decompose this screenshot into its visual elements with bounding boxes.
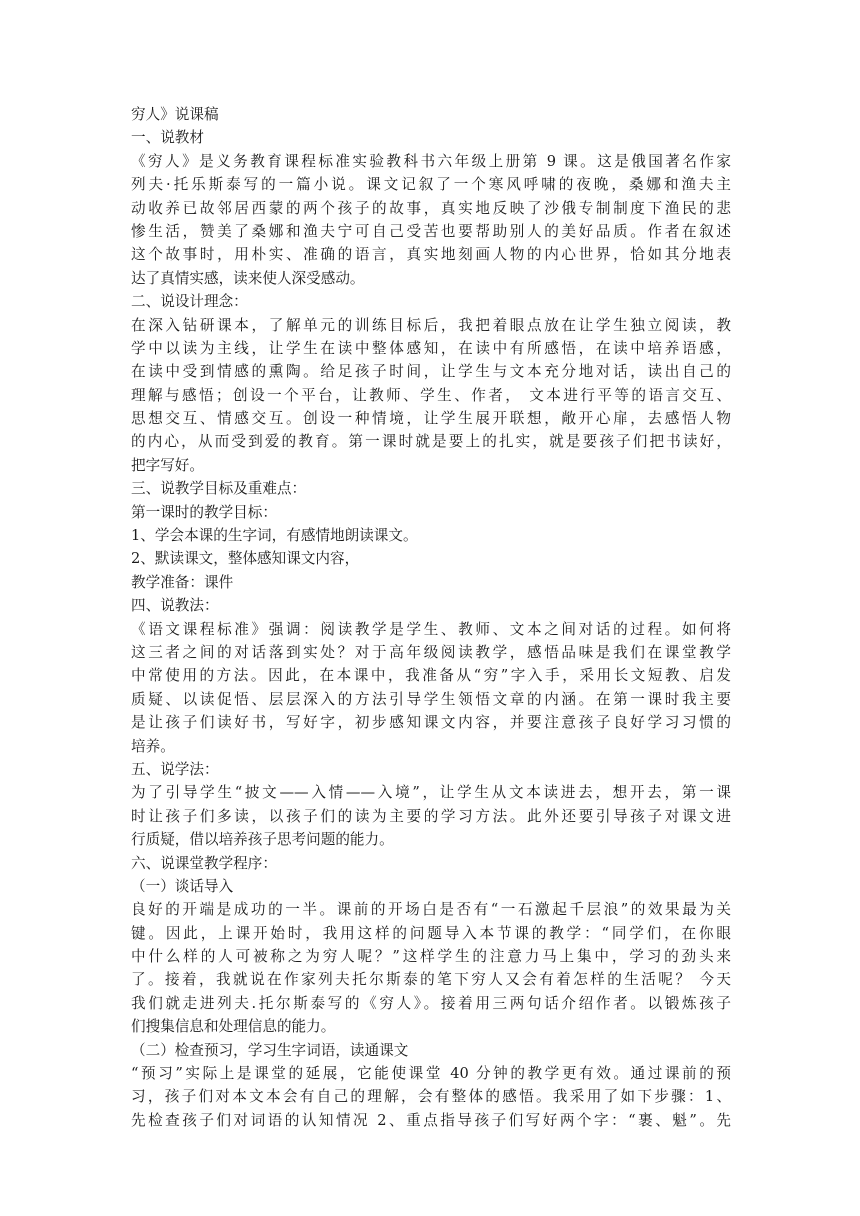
- text-line: 惨生活，赞美了桑娜和渔夫宁可自己受苦也要帮助别人的美好品质。作者在叙述: [131, 222, 731, 240]
- text-line: 五、说学法：: [131, 760, 219, 778]
- text-line: “预习”实际上是课堂的延展，它能使课堂 40 分钟的教学更有效。通过课前的预: [131, 1065, 731, 1083]
- text-line: 学中以读为主线，让学生在读中整体感知，在读中有所感悟，在读中培养语感，: [131, 339, 731, 357]
- text-line: 穷人》说课稿: [131, 106, 219, 123]
- text-line: 时让孩子们多读，以孩子们的读为主要的学习方法。此外还要引导孩子对课文进: [131, 807, 731, 825]
- text-line: 列夫·托乐斯泰写的一篇小说。课文记叙了一个寒风呼啸的夜晚，桑娜和渔夫主: [131, 176, 731, 194]
- text-line: 质疑、以读促悟、层层深入的方法引导学生领悟文章的内涵。在第一课时我主要: [131, 690, 731, 708]
- text-line: （一）谈话导入: [131, 877, 234, 895]
- text-line: 中什么样的人可被称之为穷人呢？”这样学生的注意力马上集中，学习的劲头来: [131, 948, 731, 966]
- text-line: 二、说设计理念：: [131, 293, 248, 311]
- text-line: 我们就走进列夫.托尔斯泰写的《穷人》。接着用三两句话介绍作者。以锻炼孩子: [131, 994, 731, 1012]
- text-line: 《语文课程标准》强调：阅读教学是学生、教师、文本之间对话的过程。如何将: [131, 620, 731, 638]
- text-line: 在深入钻研课本，了解单元的训练目标后，我把着眼点放在让学生独立阅读，教: [131, 316, 731, 334]
- text-line: 们搜集信息和处理信息的能力。: [131, 1018, 336, 1036]
- text-line: 达了真情实感，读来使人深受感动。: [131, 269, 365, 287]
- text-line: 动收养已故邻居西蒙的两个孩子的故事，真实地反映了沙俄专制制度下渔民的悲: [131, 199, 731, 217]
- text-line: 行质疑，借以培养孩子思考问题的能力。: [131, 831, 394, 849]
- text-line: 良好的开端是成功的一半。课前的开场白是否有“一石激起千层浪”的效果最为关: [131, 901, 731, 919]
- text-line: 先检查孩子们对词语的认知情况 2、重点指导孩子们写好两个字：“裹、魁”。先: [131, 1111, 731, 1129]
- text-line: 中常使用的方法。因此，在本课中，我准备从“穷”字入手，采用长文短教、启发: [131, 667, 731, 685]
- text-line: 为了引导学生“披文——入情——入境”，让学生从文本读进去，想开去，第一课: [131, 784, 731, 802]
- text-line: 的内心，从而受到爱的教育。第一课时就是要上的扎实，就是要孩子们把书读好，: [131, 433, 731, 451]
- text-line: 在读中受到情感的熏陶。给足孩子时间，让学生与文本充分地对话，读出自己的: [131, 363, 731, 381]
- text-line: 教学准备：课件: [131, 573, 234, 591]
- document-body: [131, 103, 731, 1132]
- text-line: 这个故事时，用朴实、准确的语言，真实地刻画人物的内心世界，恰如其分地表: [131, 246, 731, 264]
- text-line: 三、说教学目标及重难点：: [131, 480, 307, 498]
- text-line: 1、学会本课的生字词，有感情地朗读课文。: [131, 527, 418, 545]
- text-line: 理解与感悟；创设一个平台，让教师、学生、作者， 文本进行平等的语言交互、: [131, 386, 731, 404]
- text-line: （二）检查预习，学习生字词语，读通课文: [131, 1041, 409, 1059]
- text-line: 2、默读课文，整体感知课文内容，: [131, 550, 360, 568]
- text-line: 六、说课堂教学程序：: [131, 854, 277, 872]
- text-line: 习，孩子们对本文本会有自己的理解，会有整体的感悟。我采用了如下步骤：1、: [131, 1088, 731, 1106]
- text-line: 四、说教法：: [131, 597, 219, 615]
- text-line: 培养。: [131, 737, 175, 755]
- text-line: 了。接着，我就说在作家列夫托尔斯泰的笔下穷人又会有着怎样的生活呢？ 今天: [131, 971, 731, 989]
- text-line: 一、说教材: [131, 129, 204, 147]
- text-line: 《穷人》是义务教育课程标准实验教科书六年级上册第 9 课。这是俄国著名作家: [131, 152, 731, 170]
- text-line: 键。因此，上课开始时，我用这样的问题导入本节课的教学：“同学们，在你眼: [131, 924, 731, 942]
- text-line: 是让孩子们读好书，写好字，初步感知课文内容，并要注意孩子良好学习习惯的: [131, 714, 731, 732]
- text-line: 思想交互、情感交互。创设一种情境，让学生展开联想，敞开心扉，去感悟人物: [131, 410, 731, 428]
- text-line: 这三者之间的对话落到实处？对于高年级阅读教学，感悟品味是我们在课堂教学: [131, 643, 731, 661]
- text-line: 把字写好。: [131, 456, 204, 474]
- text-line: 第一课时的教学目标：: [131, 503, 277, 521]
